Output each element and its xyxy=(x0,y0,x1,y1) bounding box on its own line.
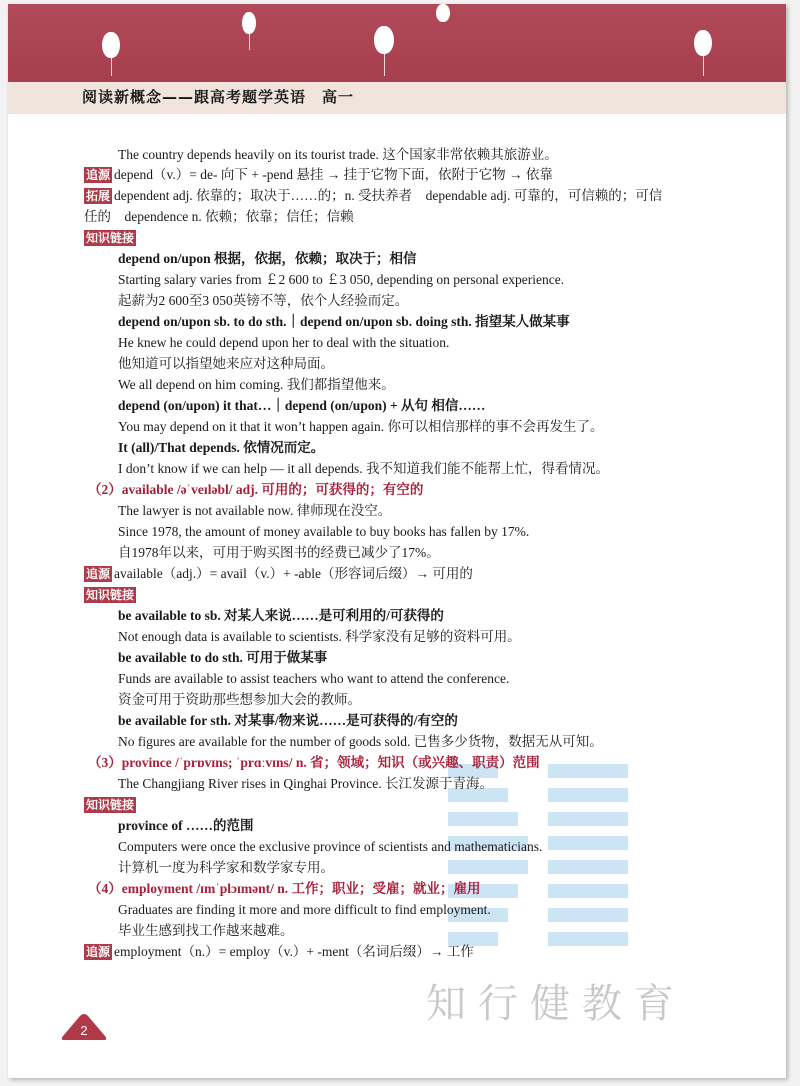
extend-line-cont: 任的 dependence n. 依赖；依靠；信任；信赖 xyxy=(84,209,354,224)
example-sentence: The lawyer is not available now. 律师现在没空。 xyxy=(118,503,392,518)
example-sentence: The country depends heavily on its tourist trade. 这个国家非常依赖其旅游业。 xyxy=(118,147,558,162)
example-sentence: The Changjiang River rises in Qinghai Province. 长江发源于青海。 xyxy=(118,776,493,791)
knowledge-tag: 知识链接 xyxy=(86,231,135,245)
etymology-line xyxy=(84,166,553,184)
etymology-text: depend（v.）= de- 向下 + -pend 悬挂 → 挂于它物下面，依附于它物 → 依靠 xyxy=(114,167,553,182)
extend-tag: 拓展 xyxy=(86,189,111,203)
extend-text: dependent adj. 依靠的；取决于……的；n. 受扶养者 dependable adj. 可靠的，可信赖的；可信 xyxy=(114,188,663,203)
page xyxy=(8,4,786,1078)
etymology-text: available（adj.）= avail（v.）+ -able（形容词后缀）→ 可用的 xyxy=(114,566,473,581)
etymology-text: employment（n.）= employ（v.）+ -ment（名词后缀）→ 工作 xyxy=(114,944,474,959)
phrase-heading: depend on/upon 根据，依据，依赖；取决于；相信 xyxy=(118,251,417,266)
translation: 计算机一度为科学家和数学家专用。 xyxy=(118,860,334,875)
etymology-line xyxy=(84,943,474,961)
word-entry-available: （2）available /əˈveɪləbl/ adj. 可用的；可获得的；有空的 xyxy=(88,482,424,497)
knowledge-tag: 知识链接 xyxy=(86,798,135,812)
example-sentence: I don’t know if we can help — it all depends. 我不知道我们能不能帮上忙，得看情况。 xyxy=(118,461,609,476)
page-number-badge xyxy=(60,1012,108,1042)
translation: 资金可用于资助那些想参加大会的教师。 xyxy=(118,692,361,707)
example-sentence: Not enough data is available to scientists. 科学家没有足够的资料可用。 xyxy=(118,629,521,644)
example-sentence: No figures are available for the number of goods sold. 已售多少货物，数据无从可知。 xyxy=(118,734,603,749)
knowledge-tag-line xyxy=(84,796,138,814)
phrase-heading: be available to do sth. 可用于做某事 xyxy=(118,650,328,665)
translation: 起薪为2 600至3 050英镑不等，依个人经验而定。 xyxy=(118,293,409,308)
example-sentence: Since 1978, the amount of money available to buy books has fallen by 17%. xyxy=(118,524,530,539)
phrase-heading: province of ……的范围 xyxy=(118,818,254,833)
translation: 他知道可以指望她来应对这种局面。 xyxy=(118,356,334,371)
phrase-heading: be available for sth. 对某事/物来说……是可获得的/有空的 xyxy=(118,713,458,728)
etymology-tag: 追源 xyxy=(86,945,111,959)
example-sentence: He knew he could depend upon her to deal with the situation. xyxy=(118,335,450,350)
watermark-text: 知行健教育 xyxy=(426,981,686,1027)
example-sentence: We all depend on him coming. 我们都指望他来。 xyxy=(118,377,395,392)
document-body xyxy=(8,4,786,1078)
phrase-heading: depend on/upon sb. to do sth.｜depend on/upon sb. doing sth. 指望某人做某事 xyxy=(118,314,570,329)
example-sentence: Computers were once the exclusive province of scientists and mathematicians. xyxy=(118,839,543,854)
page-number: 2 xyxy=(80,1023,88,1038)
etymology-line xyxy=(84,565,473,583)
knowledge-tag-line xyxy=(84,229,138,247)
example-sentence: Graduates are finding it more and more difficult to find employment. xyxy=(118,902,491,917)
phrase-heading: depend (on/upon) it that…｜depend (on/upon) + 从句 相信…… xyxy=(118,398,486,413)
example-sentence: You may depend on it that it won’t happen again. 你可以相信那样的事不会再发生了。 xyxy=(118,419,604,434)
etymology-tag: 追源 xyxy=(86,168,111,182)
knowledge-tag: 知识链接 xyxy=(86,588,135,602)
translation: 自1978年以来，可用于购买图书的经费已减少了17%。 xyxy=(118,545,440,560)
page-title: 阅读新概念——跟高考题学英语 高一 xyxy=(82,88,355,106)
example-sentence: Starting salary varies from ￡2 600 to ￡3 050, depending on personal experience. xyxy=(118,272,565,287)
translation: 毕业生感到找工作越来越难。 xyxy=(118,923,294,938)
example-sentence: Funds are available to assist teachers who want to attend the conference. xyxy=(118,671,510,686)
word-entry-province: （3）province /ˈprɒvɪns; ˈprɑːvɪns/ n. 省；领域；知识（或兴趣、职责）范围 xyxy=(88,755,540,770)
word-entry-employment: （4）employment /ɪmˈplɔɪmənt/ n. 工作；职业；受雇；就业；雇用 xyxy=(88,881,481,896)
etymology-tag: 追源 xyxy=(86,567,111,581)
knowledge-tag-line xyxy=(84,586,138,604)
phrase-heading: be available to sb. 对某人来说……是可利用的/可获得的 xyxy=(118,608,444,623)
extend-line xyxy=(84,187,662,205)
phrase-heading: It (all)/That depends. 依情况而定。 xyxy=(118,440,325,455)
